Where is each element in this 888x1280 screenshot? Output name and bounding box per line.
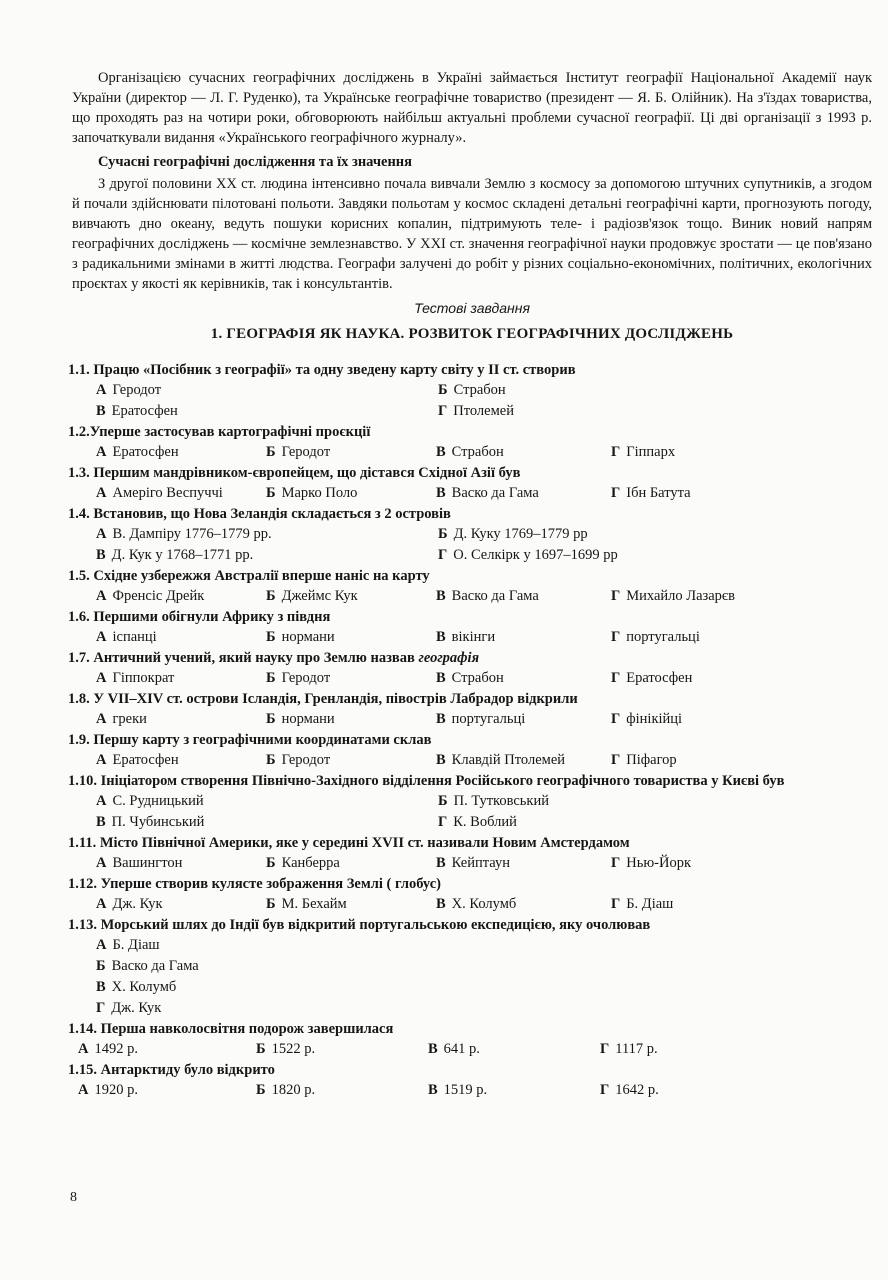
- option-letter: Г: [600, 1082, 610, 1098]
- answer-options: [68, 1039, 876, 1060]
- answer-option: [96, 442, 266, 463]
- option-text: Ібн Батута: [626, 485, 691, 501]
- option-text: К. Воблий: [453, 814, 517, 830]
- option-letter: Г: [611, 444, 621, 460]
- option-text: Геродот: [281, 752, 331, 768]
- answer-option: [96, 586, 266, 607]
- option-text: Васко да Гама: [451, 588, 539, 604]
- answer-option: [96, 709, 266, 730]
- intro-block: [72, 68, 872, 348]
- answer-option: [78, 1039, 256, 1060]
- option-text: Птолемей: [453, 403, 514, 419]
- answer-option: [611, 668, 781, 689]
- question-text: [68, 1019, 876, 1039]
- option-text: Амеріго Веспуччі: [112, 485, 223, 501]
- answer-option: [96, 627, 266, 648]
- option-text: Джеймс Кук: [281, 588, 358, 604]
- option-text: Васко да Гама: [111, 958, 199, 974]
- answer-option: [256, 1039, 428, 1060]
- option-letter: В: [436, 588, 446, 604]
- answer-option: [611, 586, 781, 607]
- question-13: [68, 915, 876, 1019]
- option-text: Д. Куку 1769–1779 рр: [453, 526, 588, 542]
- chapter-title: 1. ГЕОГРАФІЯ ЯК НАУКА. РОЗВИТОК ГЕОГРАФІЧНИХ ДОСЛІДЖЕНЬ: [210, 326, 734, 342]
- answer-option: [96, 545, 438, 566]
- option-letter: Г: [611, 670, 621, 686]
- option-text: Нью-Йорк: [626, 855, 691, 871]
- option-letter: А: [96, 670, 107, 686]
- option-letter: Г: [611, 588, 621, 604]
- answer-options: [68, 380, 876, 422]
- option-letter: Б: [256, 1041, 266, 1057]
- option-text: 1522 р.: [271, 1041, 316, 1057]
- answer-option: [436, 483, 611, 504]
- question-text-main: 1.9. Першу карту з географічними координатами склав: [68, 732, 432, 748]
- option-letter: А: [96, 588, 107, 604]
- answer-option: [436, 894, 611, 915]
- option-letter: В: [436, 752, 446, 768]
- question-text: [68, 648, 876, 668]
- answer-option: [96, 401, 438, 422]
- page-number: 8: [70, 1190, 77, 1205]
- option-text: 1642 р.: [615, 1082, 659, 1098]
- option-letter: А: [96, 382, 107, 398]
- answer-option: [266, 853, 436, 874]
- answer-option: [438, 812, 738, 833]
- option-letter: В: [96, 547, 106, 563]
- option-text: Піфагор: [626, 752, 677, 768]
- option-letter: А: [96, 793, 107, 809]
- option-letter: В: [96, 814, 106, 830]
- option-letter: В: [428, 1082, 438, 1098]
- option-letter: Б: [266, 629, 276, 645]
- answer-option: [96, 483, 266, 504]
- option-text: О. Селкірк у 1697–1699 рр: [453, 547, 618, 563]
- answer-options: [68, 627, 876, 648]
- question-2: [68, 422, 876, 463]
- questions-list: [68, 360, 876, 1101]
- option-text: С. Рудницький: [112, 793, 204, 809]
- option-letter: Г: [611, 711, 621, 727]
- option-text: Б. Діаш: [626, 896, 674, 912]
- option-letter: Б: [266, 711, 276, 727]
- option-text: Клавдій Птолемей: [451, 752, 566, 768]
- question-10: [68, 771, 876, 833]
- option-text: В. Дампіру 1776–1779 рр.: [112, 526, 272, 542]
- option-text: Геродот: [281, 444, 331, 460]
- answer-options: [68, 935, 876, 1019]
- answer-option: [611, 894, 781, 915]
- answer-option: [96, 977, 496, 998]
- option-letter: А: [96, 711, 107, 727]
- option-letter: Б: [438, 526, 448, 542]
- answer-options: [68, 709, 876, 730]
- answer-option: [438, 401, 738, 422]
- answer-option: [436, 668, 611, 689]
- option-text: Х. Колумб: [111, 979, 177, 995]
- option-letter: А: [96, 752, 107, 768]
- answer-options: [68, 1080, 876, 1101]
- question-11: [68, 833, 876, 874]
- option-text: Михайло Лазарєв: [626, 588, 736, 604]
- answer-option: [611, 483, 781, 504]
- option-letter: Б: [438, 793, 448, 809]
- answer-options: [68, 750, 876, 771]
- option-letter: В: [436, 485, 446, 501]
- option-text: греки: [112, 711, 147, 727]
- option-letter: Г: [611, 752, 621, 768]
- option-letter: Б: [266, 855, 276, 871]
- option-letter: А: [96, 855, 107, 871]
- option-letter: В: [436, 896, 446, 912]
- question-text-main: 1.10. Ініціатором створення Північно-Західного відділення Російського географічного товариства у Києві був: [68, 773, 785, 789]
- answer-option: [96, 750, 266, 771]
- option-letter: В: [436, 629, 446, 645]
- option-letter: Б: [266, 588, 276, 604]
- option-text: П. Чубинський: [111, 814, 205, 830]
- option-letter: Г: [96, 1000, 106, 1016]
- answer-option: [436, 750, 611, 771]
- option-text: Ератосфен: [112, 444, 179, 460]
- option-text: Марко Поло: [281, 485, 358, 501]
- question-text: [68, 463, 876, 483]
- answer-option: [266, 627, 436, 648]
- question-text-italic: географія: [418, 650, 480, 666]
- option-letter: Б: [266, 896, 276, 912]
- option-text: Ератосфен: [626, 670, 693, 686]
- option-letter: Б: [266, 752, 276, 768]
- question-text-main: 1.4. Встановив, що Нова Зеландія складається з 2 островів: [68, 506, 451, 522]
- option-text: Страбон: [451, 670, 504, 686]
- question-text-main: 1.8. У VII–XIV ст. острови Ісландія, Гренландія, півострів Лабрадор відкрили: [68, 691, 578, 707]
- answer-option: [436, 853, 611, 874]
- option-text: Страбон: [453, 382, 506, 398]
- option-letter: Г: [611, 629, 621, 645]
- question-12: [68, 874, 876, 915]
- option-text: 1492 р.: [94, 1041, 138, 1057]
- option-text: Геродот: [112, 382, 162, 398]
- option-letter: А: [96, 629, 107, 645]
- question-text-main: 1.1. Працю «Посібник з географії» та одну зведену карту світу у II ст. створив: [68, 362, 576, 378]
- option-text: 1920 р.: [94, 1082, 138, 1098]
- option-text: Ератосфен: [111, 403, 178, 419]
- answer-options: [68, 524, 876, 566]
- option-letter: В: [436, 855, 446, 871]
- tests-label: Тестові завдання: [414, 300, 530, 316]
- option-text: нормани: [281, 629, 335, 645]
- option-letter: А: [96, 937, 107, 953]
- question-8: [68, 689, 876, 730]
- answer-option: [436, 709, 611, 730]
- option-letter: Г: [611, 485, 621, 501]
- answer-option: [96, 956, 496, 977]
- answer-option: [256, 1080, 428, 1101]
- option-letter: А: [78, 1082, 89, 1098]
- answer-option: [438, 380, 738, 401]
- question-text-main: 1.7. Античний учений, який науку про Землю назвав: [68, 650, 419, 666]
- option-text: вікінги: [451, 629, 496, 645]
- answer-option: [266, 483, 436, 504]
- option-text: Кейптаун: [451, 855, 510, 871]
- question-3: [68, 463, 876, 504]
- option-letter: Г: [611, 896, 621, 912]
- option-text: Дж. Кук: [112, 896, 163, 912]
- option-text: Х. Колумб: [451, 896, 517, 912]
- question-text-main: 1.5. Східне узбережжя Австралії вперше наніс на карту: [68, 568, 430, 584]
- answer-options: [68, 894, 876, 915]
- question-text: [68, 360, 876, 380]
- option-text: Канберра: [281, 855, 340, 871]
- question-text: [68, 915, 876, 935]
- option-letter: В: [96, 979, 106, 995]
- answer-option: [436, 586, 611, 607]
- option-letter: Б: [256, 1082, 266, 1098]
- option-text: нормани: [281, 711, 335, 727]
- question-text: [68, 730, 876, 750]
- answer-option: [266, 442, 436, 463]
- answer-option: [266, 894, 436, 915]
- answer-option: [611, 709, 781, 730]
- question-text: [68, 689, 876, 709]
- question-text-main: 1.2.Уперше застосував картографічні проєкції: [68, 424, 371, 440]
- answer-options: [68, 853, 876, 874]
- option-text: португальці: [626, 629, 700, 645]
- question-text-main: 1.12. Уперше створив кулясте зображення Землі ( глобус): [68, 876, 441, 892]
- option-text: Страбон: [451, 444, 504, 460]
- answer-option: [266, 750, 436, 771]
- answer-option: [96, 853, 266, 874]
- question-1: [68, 360, 876, 422]
- answer-option: [96, 380, 438, 401]
- option-text: Гіппарх: [626, 444, 676, 460]
- option-letter: А: [96, 526, 107, 542]
- intro-paragraph-1: Організацією сучасних географічних досліджень в Україні займається Інститут географії Національної Академії наук України (директор — Л. Г. Руденко), та Українське географічне товариство (президент — Я. Б. Олійник). На з'їздах товариства, що проходять раз на чотири роки, обговорюють найбільш актуальні проблеми сучасної географії. Ці дві організації з 1993 р. започаткували видання «Українського географічного журналу».: [72, 70, 872, 146]
- option-letter: Г: [438, 814, 448, 830]
- answer-option: [428, 1080, 600, 1101]
- option-text: 641 р.: [443, 1041, 480, 1057]
- answer-option: [438, 545, 738, 566]
- option-text: 1519 р.: [443, 1082, 488, 1098]
- option-letter: Б: [266, 444, 276, 460]
- answer-option: [96, 524, 438, 545]
- question-text-main: 1.6. Першими обігнули Африку з півдня: [68, 609, 331, 625]
- question-text: [68, 874, 876, 894]
- question-4: [68, 504, 876, 566]
- option-letter: Б: [96, 958, 106, 974]
- option-text: 1117 р.: [615, 1041, 658, 1057]
- option-text: Д. Кук у 1768–1771 рр.: [111, 547, 254, 563]
- answer-option: [266, 709, 436, 730]
- answer-option: [96, 998, 496, 1019]
- section-heading: Сучасні географічні дослідження та їх значення: [98, 154, 413, 170]
- answer-options: [68, 791, 876, 833]
- option-text: 1820 р.: [271, 1082, 316, 1098]
- answer-options: [68, 483, 876, 504]
- answer-option: [611, 750, 781, 771]
- option-letter: А: [96, 896, 107, 912]
- answer-option: [436, 627, 611, 648]
- option-letter: Б: [266, 485, 276, 501]
- option-letter: Б: [438, 382, 448, 398]
- question-6: [68, 607, 876, 648]
- option-text: Гіппократ: [112, 670, 175, 686]
- answer-option: [438, 791, 738, 812]
- answer-option: [266, 668, 436, 689]
- option-letter: Г: [438, 403, 448, 419]
- option-letter: Б: [266, 670, 276, 686]
- answer-option: [436, 442, 611, 463]
- question-15: [68, 1060, 876, 1101]
- option-text: іспанці: [112, 629, 157, 645]
- question-text: [68, 504, 876, 524]
- question-9: [68, 730, 876, 771]
- answer-option: [611, 853, 781, 874]
- answer-option: [600, 1080, 770, 1101]
- answer-option: [611, 442, 781, 463]
- option-text: Дж. Кук: [111, 1000, 162, 1016]
- question-text: [68, 566, 876, 586]
- question-7: [68, 648, 876, 689]
- option-text: Ератосфен: [112, 752, 179, 768]
- option-letter: Г: [438, 547, 448, 563]
- question-text-main: 1.14. Перша навколосвітня подорож завершилася: [68, 1021, 394, 1037]
- option-letter: В: [96, 403, 106, 419]
- question-text-main: 1.15. Антарктиду було відкрито: [68, 1062, 275, 1078]
- question-text: [68, 833, 876, 853]
- answer-option: [96, 668, 266, 689]
- option-letter: В: [436, 444, 446, 460]
- answer-option: [96, 935, 496, 956]
- question-text: [68, 607, 876, 627]
- answer-options: [68, 442, 876, 463]
- answer-options: [68, 668, 876, 689]
- question-14: [68, 1019, 876, 1060]
- option-text: португальці: [451, 711, 526, 727]
- answer-option: [611, 627, 781, 648]
- answer-option: [428, 1039, 600, 1060]
- option-letter: В: [436, 670, 446, 686]
- option-letter: В: [428, 1041, 438, 1057]
- answer-option: [96, 791, 438, 812]
- question-text-main: 1.3. Першим мандрівником-європейцем, що дістався Східної Азії був: [68, 465, 521, 481]
- answer-option: [266, 586, 436, 607]
- option-text: Васко да Гама: [451, 485, 539, 501]
- answer-option: [600, 1039, 770, 1060]
- question-text-main: 1.13. Морський шлях до Індії був відкритий португальською експедицією, яку очолював: [68, 917, 651, 933]
- option-letter: А: [96, 485, 107, 501]
- answer-option: [78, 1080, 256, 1101]
- option-text: Френсіс Дрейк: [112, 588, 205, 604]
- option-letter: А: [78, 1041, 89, 1057]
- option-text: Б. Діаш: [112, 937, 160, 953]
- option-text: Геродот: [281, 670, 331, 686]
- option-letter: А: [96, 444, 107, 460]
- question-text-main: 1.11. Місто Північної Америки, яке у середині XVII ст. називали Новим Амстердамом: [68, 835, 630, 851]
- option-text: М. Бехайм: [281, 896, 347, 912]
- option-text: П. Тутковський: [453, 793, 549, 809]
- question-5: [68, 566, 876, 607]
- option-text: Вашингтон: [112, 855, 183, 871]
- answer-option: [96, 812, 438, 833]
- option-letter: Г: [600, 1041, 610, 1057]
- option-letter: В: [436, 711, 446, 727]
- answer-options: [68, 586, 876, 607]
- option-letter: Г: [611, 855, 621, 871]
- question-text: [68, 1060, 876, 1080]
- question-text: [68, 771, 876, 791]
- answer-option: [96, 894, 266, 915]
- question-text: [68, 422, 876, 442]
- option-text: фінікійці: [626, 711, 683, 727]
- answer-option: [438, 524, 738, 545]
- intro-paragraph-2: З другої половини XX ст. людина інтенсивно почала вивчали Землю з космосу за допомогою штучних супутників, а згодом й почали здійснювати пілотовані польоти. Завдяки польотам у космос складені детальні географічні карти, прогнозують погоду, вивчають дно океану, ведуть пошуки корисних копалин, підтримують теле- і радіозв'язок тощо. Виник новий напрям географічних досліджень — космічне землезнавство. У XXI ст. значення географічної науки продовжує зростати — це пов'язано з радикальними змінами в житті людства. Географи залучені до робіт у різних соціально-економічних, політичних, екологічних проєктах у якості як керівників, так і консультантів.: [72, 176, 872, 292]
